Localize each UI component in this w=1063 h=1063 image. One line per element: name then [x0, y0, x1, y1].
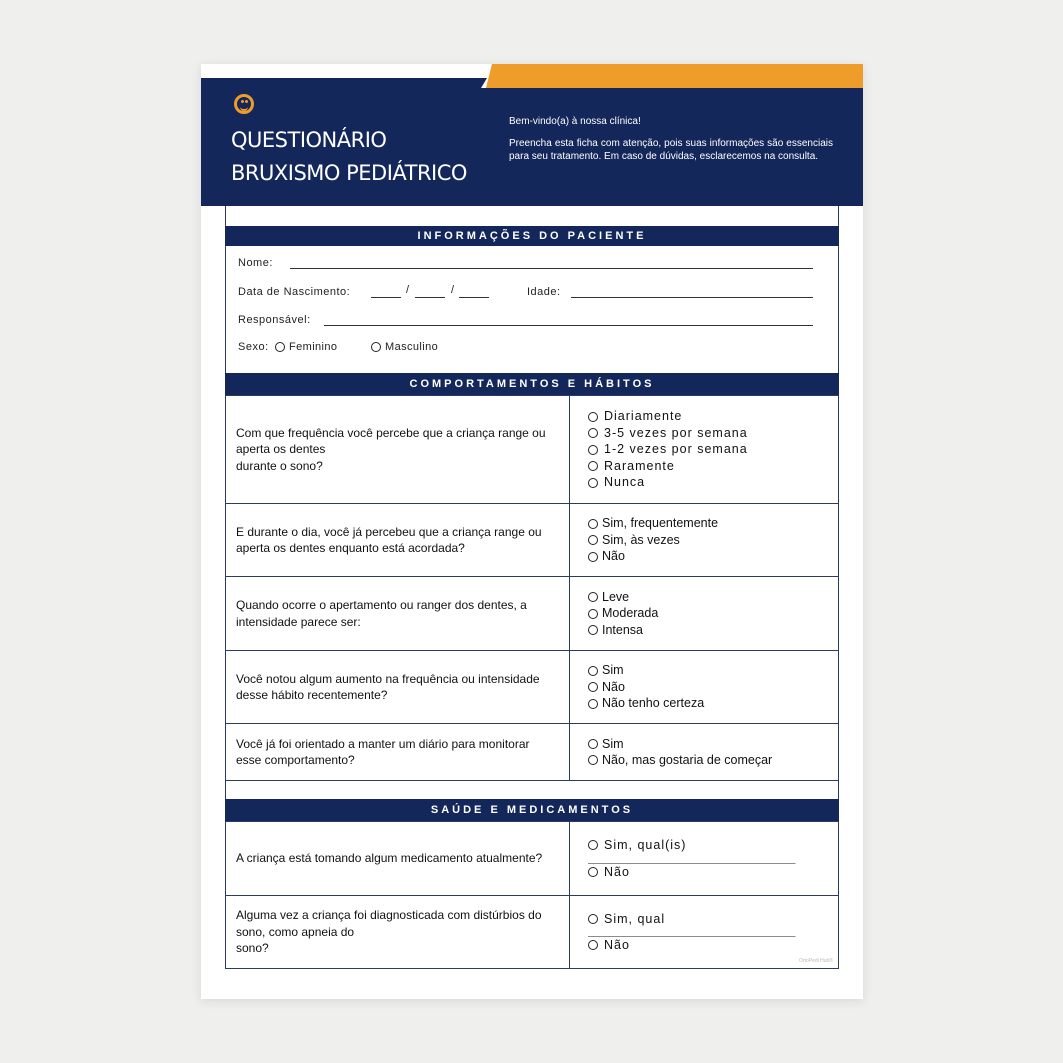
- answer-option[interactable]: [588, 695, 838, 712]
- answer-option[interactable]: [588, 589, 838, 606]
- option-label: Sim, qual: [604, 911, 666, 926]
- answer-option[interactable]: [588, 458, 838, 475]
- option-label: Nunca: [604, 475, 646, 490]
- question-text: E durante o dia, você já percebeu que a criança range ou aperta os dentes enquanto está acordada?: [236, 524, 542, 555]
- question-cell: [226, 651, 570, 724]
- option-label: Sim: [602, 736, 624, 751]
- table-row: [226, 651, 839, 724]
- welcome-text: [509, 115, 833, 163]
- sex-option-feminino[interactable]: [275, 341, 337, 353]
- name-field[interactable]: [290, 268, 813, 269]
- radio-circle-icon: [588, 535, 598, 545]
- option-label: Não tenho certeza: [602, 696, 705, 711]
- option-label: Sim, às vezes: [602, 532, 680, 547]
- option-label: Diariamente: [604, 409, 683, 424]
- answer-option[interactable]: [588, 736, 838, 753]
- dob-month-field[interactable]: [415, 297, 445, 298]
- questionnaire-sheet: [201, 64, 863, 999]
- answer-cell: [570, 577, 839, 651]
- answer-option[interactable]: [588, 532, 838, 549]
- question-text: Quando ocorre o apertamento ou ranger dos dentes, a intensidade parece ser:: [236, 598, 527, 629]
- option-label: 1-2 vezes por semana: [604, 442, 748, 457]
- answer-option[interactable]: [588, 408, 838, 425]
- table-row: [226, 396, 839, 504]
- specify-field[interactable]: ___________________________________: [588, 853, 796, 864]
- question-text: A criança está tomando algum medicamento atualmente?: [236, 851, 543, 866]
- question-cell: [226, 396, 570, 504]
- question-text: Você já foi orientado a manter um diário para monitorar esse comportamento?: [236, 736, 530, 767]
- radio-circle-icon: [588, 609, 598, 619]
- answer-option[interactable]: [588, 679, 838, 696]
- radio-circle-icon: [588, 461, 598, 471]
- question-cell: [226, 504, 570, 577]
- radio-circle-icon: [588, 666, 598, 676]
- answer-option[interactable]: [588, 441, 838, 458]
- option-label: Não, mas gostaria de começar: [602, 753, 773, 767]
- question-cell: [226, 577, 570, 651]
- question-cell: [226, 822, 570, 896]
- answer-cell: [570, 724, 839, 781]
- answer-cell: [570, 504, 839, 577]
- question-cell: [226, 724, 570, 781]
- radio-circle-icon: [588, 552, 598, 562]
- answer-option[interactable]: [588, 662, 838, 679]
- age-field[interactable]: [571, 297, 813, 298]
- section-header-patient: INFORMAÇÕES DO PACIENTE: [225, 226, 839, 246]
- specify-field[interactable]: ___________________________________: [588, 927, 796, 937]
- option-label: 3-5 vezes por semana: [604, 425, 748, 440]
- section-header-health: SAÚDE E MEDICAMENTOS: [225, 799, 839, 821]
- radio-circle-icon: [588, 840, 598, 850]
- answer-cell: [570, 651, 839, 724]
- radio-circle-icon: [588, 940, 598, 950]
- radio-circle-icon: [588, 739, 598, 749]
- option-label: Feminino: [289, 341, 338, 353]
- radio-circle-icon: [371, 342, 381, 352]
- dob-separator: /: [451, 284, 455, 296]
- question-text: Alguma vez a criança foi diagnosticada com distúrbios do sono, como apneia do sono?: [236, 908, 542, 956]
- answer-cell: [570, 822, 839, 896]
- option-label: Não: [604, 864, 630, 879]
- guardian-label: Responsável:: [238, 314, 311, 326]
- answer-cell: [570, 396, 839, 504]
- answer-option[interactable]: [588, 605, 838, 622]
- question-cell: [226, 896, 570, 969]
- sex-option-masculino[interactable]: [371, 341, 438, 353]
- option-label: Intensa: [602, 622, 644, 637]
- radio-circle-icon: [588, 445, 598, 455]
- radio-circle-icon: [588, 478, 598, 488]
- radio-circle-icon: [588, 914, 598, 924]
- table-row: [226, 822, 839, 896]
- option-label: Sim, frequentemente: [602, 516, 719, 531]
- answer-option[interactable]: [588, 425, 838, 442]
- radio-circle-icon: [588, 592, 598, 602]
- table-row: [226, 896, 839, 969]
- radio-circle-icon: [275, 342, 285, 352]
- behaviors-table: [225, 395, 839, 781]
- answer-option[interactable]: [588, 548, 838, 565]
- radio-circle-icon: [588, 412, 598, 422]
- question-text: Você notou algum aumento na frequência ou intensidade desse hábito recentemente?: [236, 671, 540, 702]
- health-table: [225, 821, 839, 969]
- name-label: Nome:: [238, 257, 273, 269]
- title-line-2: BRUXISMO PEDIÁTRICO: [231, 161, 467, 185]
- table-row: [226, 724, 839, 781]
- radio-circle-icon: [588, 519, 598, 529]
- dob-year-field[interactable]: [459, 297, 489, 298]
- page-title: [231, 124, 467, 190]
- age-label: Idade:: [527, 286, 561, 298]
- radio-circle-icon: [588, 755, 598, 765]
- welcome-heading: Bem-vindo(a) à nossa clínica!: [509, 116, 641, 127]
- option-label: Masculino: [385, 341, 439, 353]
- radio-circle-icon: [588, 625, 598, 635]
- option-label: Leve: [602, 589, 630, 604]
- answer-option[interactable]: [588, 911, 838, 928]
- radio-circle-icon: [588, 699, 598, 709]
- question-text: Com que frequência você percebe que a criança range ou aperta os dentes durante o sono?: [236, 425, 546, 473]
- answer-option[interactable]: [588, 622, 838, 639]
- option-label: Não: [602, 549, 625, 564]
- option-label: Não: [604, 938, 630, 952]
- smiley-icon: [234, 94, 254, 114]
- intro-paragraph: Preencha esta ficha com atenção, pois suas informações são essenciais para seu tratamento. Em caso de dúvidas, esclarecemos na consulta.: [509, 138, 833, 162]
- table-row: [226, 504, 839, 577]
- answer-option[interactable]: [588, 937, 838, 954]
- option-label: Sim: [602, 663, 624, 678]
- option-label: Raramente: [604, 458, 675, 473]
- dob-day-field[interactable]: [371, 297, 401, 298]
- radio-circle-icon: [588, 682, 598, 692]
- sex-label: Sexo:: [238, 341, 269, 353]
- radio-circle-icon: [588, 428, 598, 438]
- answer-option[interactable]: [588, 474, 838, 491]
- dob-label: Data de Nascimento:: [238, 286, 351, 298]
- title-line-1: QUESTIONÁRIO: [231, 128, 387, 152]
- answer-option[interactable]: [588, 864, 838, 881]
- watermark: OrtoPedi Hub®: [799, 958, 833, 964]
- answer-option[interactable]: [588, 515, 838, 532]
- option-label: Moderada: [602, 606, 659, 621]
- radio-circle-icon: [588, 867, 598, 877]
- section-header-behaviors: COMPORTAMENTOS E HÁBITOS: [225, 373, 839, 395]
- answer-option[interactable]: [588, 837, 838, 854]
- table-row: [226, 577, 839, 651]
- header-accent-bar: [486, 64, 863, 88]
- answer-option[interactable]: [588, 752, 838, 769]
- option-label: Não: [602, 679, 625, 694]
- guardian-field[interactable]: [324, 325, 813, 326]
- dob-separator: /: [406, 284, 410, 296]
- option-label: Sim, qual(is): [604, 838, 687, 852]
